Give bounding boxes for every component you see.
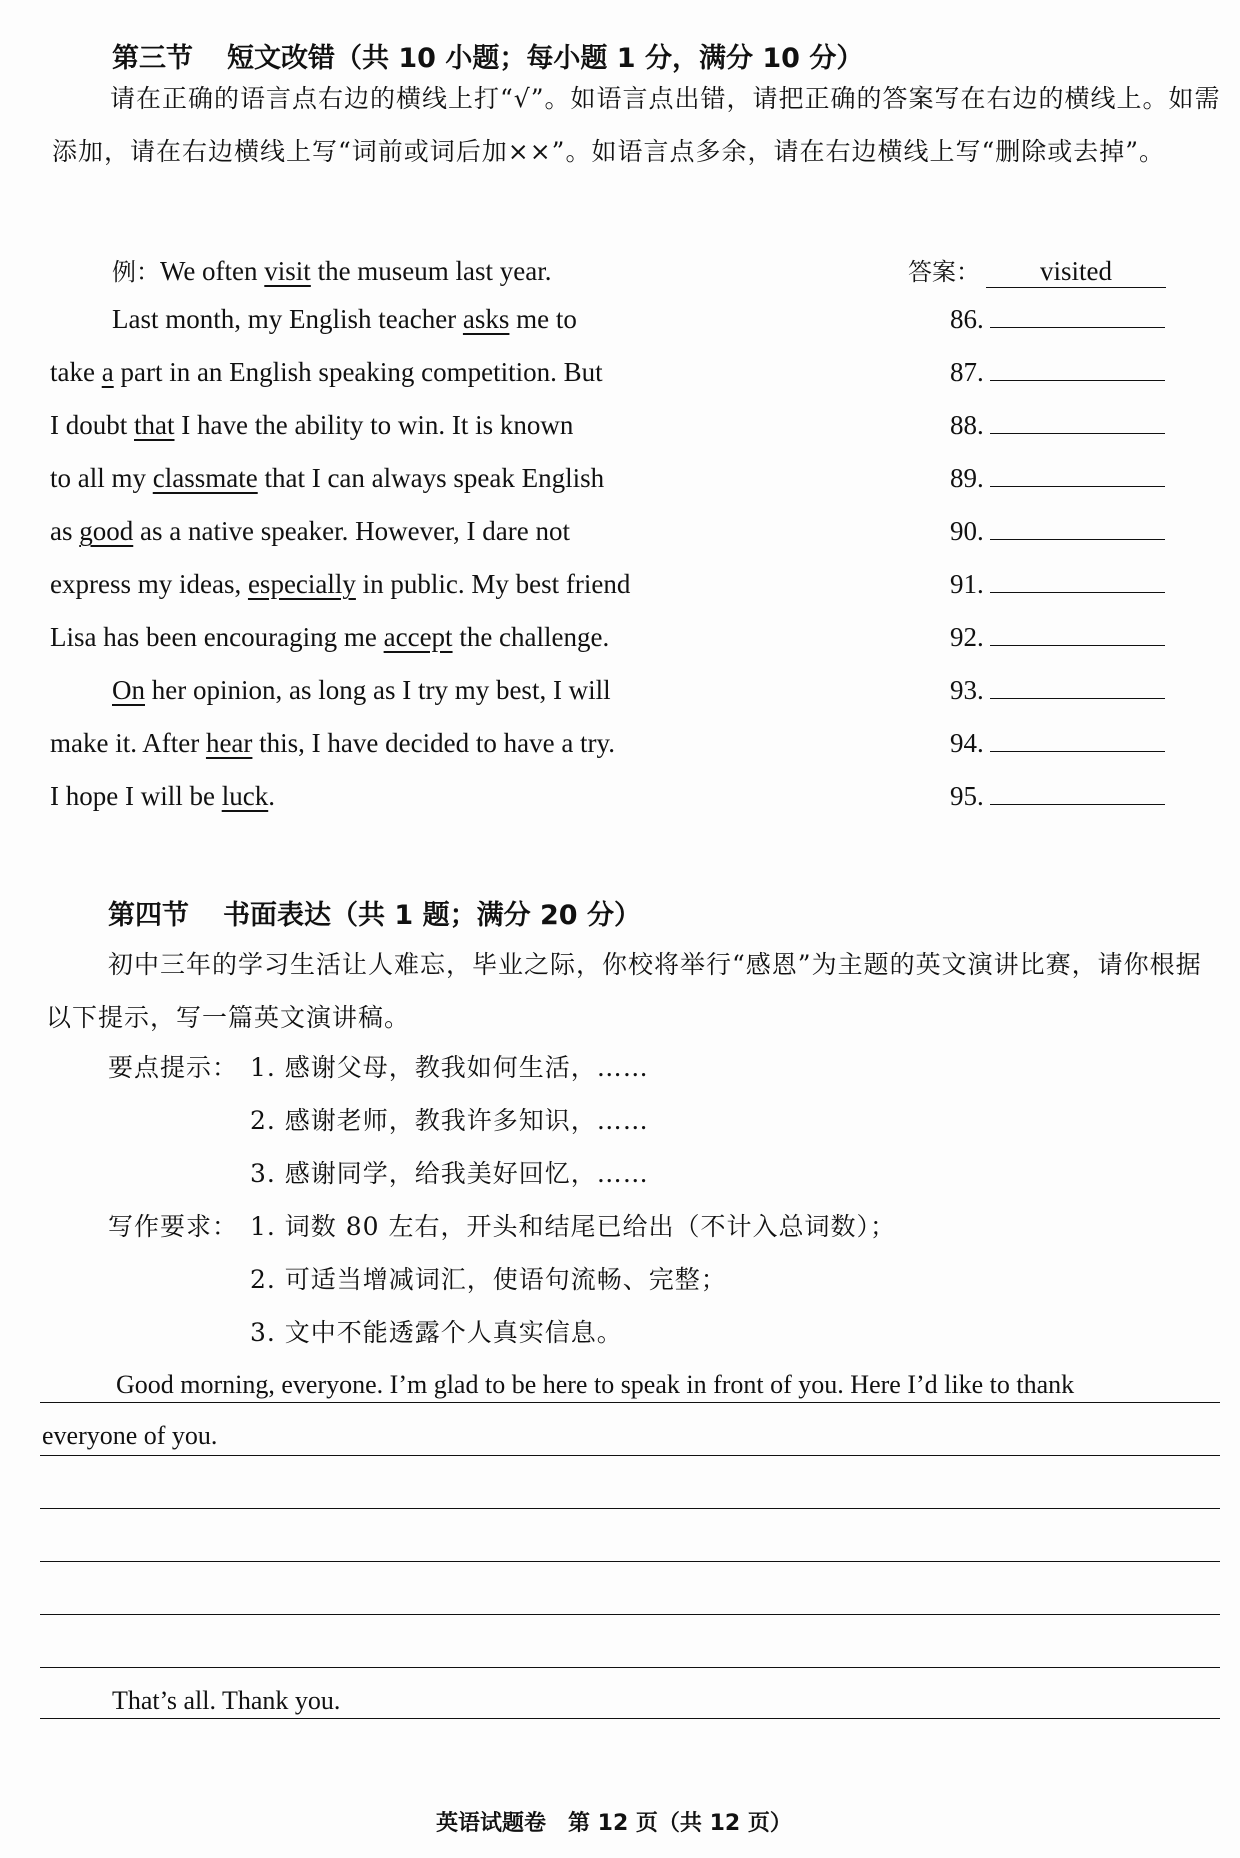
- question-number: 89.: [950, 463, 984, 493]
- passage-text: in public. My best friend: [355, 569, 631, 599]
- passage-text: me to: [509, 304, 577, 334]
- example-before: We often: [160, 256, 265, 286]
- question-number: 94.: [950, 728, 984, 758]
- writing-line[interactable]: [40, 1508, 1220, 1509]
- writing-line[interactable]: [40, 1455, 1220, 1456]
- passage-line: [50, 410, 573, 441]
- passage-text: I have the ability to win. It is known: [174, 410, 574, 440]
- answer-blank[interactable]: [990, 750, 1165, 752]
- passage-text: Lisa has been encouraging me: [50, 622, 384, 652]
- answer-blank[interactable]: [990, 538, 1165, 540]
- answer-slot: [950, 304, 1165, 335]
- writing-line[interactable]: [40, 1667, 1220, 1668]
- passage-error-word: classmate: [152, 463, 258, 493]
- passage-text: I hope I will be: [50, 781, 222, 811]
- question-number: 93.: [950, 675, 984, 705]
- question-number: 95.: [950, 781, 984, 811]
- passage-line: [50, 357, 603, 388]
- passage-error-word: a: [101, 357, 114, 387]
- section4-number: 第四节: [108, 900, 189, 931]
- passage-text: this, I have decided to have a try.: [252, 728, 616, 758]
- answer-slot: [950, 410, 1165, 441]
- requirements-label: 写作要求：: [108, 1212, 239, 1241]
- example-answer-label: 答案：: [908, 258, 980, 286]
- answer-blank[interactable]: [990, 591, 1165, 593]
- passage-text: express my ideas,: [50, 569, 248, 599]
- opening-line-2: everyone of you.: [42, 1421, 218, 1450]
- passage-line: [112, 675, 611, 706]
- writing-line[interactable]: [40, 1561, 1220, 1562]
- passage-line: [50, 569, 630, 600]
- passage-error-word: hear: [205, 728, 253, 758]
- answer-blank[interactable]: [990, 326, 1165, 328]
- passage-line: [50, 463, 604, 494]
- passage-line: [112, 304, 577, 335]
- passage-text: that I can always speak English: [257, 463, 605, 493]
- example-sentence: [112, 252, 552, 287]
- answer-blank[interactable]: [990, 644, 1165, 646]
- passage-error-word: On: [112, 675, 145, 705]
- answer-slot: [950, 622, 1165, 653]
- example-answer: [908, 252, 1166, 288]
- question-number: 87.: [950, 357, 984, 387]
- section4-heading: [108, 893, 641, 932]
- passage-text: I doubt: [50, 410, 134, 440]
- question-number: 86.: [950, 304, 984, 334]
- question-number: 91.: [950, 569, 984, 599]
- example-underlined: visit: [264, 256, 311, 286]
- passage-text: as: [50, 516, 80, 546]
- point-item: 3. 感谢同学，给我美好回忆，……: [250, 1159, 649, 1188]
- answer-slot: [950, 781, 1165, 812]
- answer-blank[interactable]: [990, 697, 1165, 699]
- passage-text: the challenge.: [452, 622, 610, 652]
- passage-error-word: accept: [383, 622, 453, 652]
- passage-error-word: especially: [247, 569, 356, 599]
- passage-line: [50, 781, 275, 812]
- writing-line[interactable]: [40, 1614, 1220, 1615]
- question-number: 88.: [950, 410, 984, 440]
- answer-slot: [950, 728, 1165, 759]
- section3-number: 第三节: [112, 43, 193, 74]
- answer-slot: [950, 516, 1165, 547]
- passage-text: .: [268, 781, 275, 811]
- answer-slot: [950, 569, 1165, 600]
- writing-line: [40, 1402, 1220, 1403]
- answer-slot: [950, 463, 1165, 494]
- closing-line: That’s all. Thank you.: [112, 1686, 341, 1715]
- section4-intro: 初中三年的学习生活让人难忘，毕业之际，你校将举行“感恩”为主题的英文演讲比赛，请你根据以下提示，写一篇英文演讲稿。: [46, 950, 1202, 1032]
- answer-slot: [950, 357, 1165, 388]
- passage-error-word: good: [79, 516, 134, 546]
- answer-slot: [950, 675, 1165, 706]
- requirement-item: 2. 可适当增减词汇，使语句流畅、完整；: [250, 1265, 727, 1294]
- point-item: 1. 感谢父母，教我如何生活，……: [250, 1053, 649, 1082]
- passage-text: to all my: [50, 463, 153, 493]
- passage-text: as a native speaker. However, I dare not: [133, 516, 570, 546]
- writing-line: [40, 1718, 1220, 1719]
- passage-line: [50, 516, 570, 547]
- section3-heading: [112, 36, 863, 75]
- passage-text: make it. After: [50, 728, 206, 758]
- point-item: 2. 感谢老师，教我许多知识，……: [250, 1106, 649, 1135]
- section3-instructions: 请在正确的语言点右边的横线上打“√”。如语言点出错，请把正确的答案写在右边的横线上。如需添加，请在右边横线上写“词前或词后加××”。如语言点多余，请在右边横线上写“删除或去掉”。: [52, 84, 1221, 166]
- passage-line: [50, 622, 609, 653]
- passage-error-word: that: [134, 410, 175, 440]
- passage-line: [50, 728, 615, 759]
- points-label: 要点提示：: [108, 1053, 239, 1082]
- passage-error-word: asks: [462, 304, 510, 334]
- question-number: 90.: [950, 516, 984, 546]
- example-answer-value: visited: [986, 256, 1166, 288]
- example-after: the museum last year.: [310, 256, 552, 286]
- section4-title: 书面表达（共 1 题；满分 20 分）: [223, 900, 641, 931]
- answer-blank[interactable]: [990, 379, 1165, 381]
- section3-title: 短文改错（共 10 小题；每小题 1 分，满分 10 分）: [227, 43, 864, 74]
- answer-blank[interactable]: [990, 803, 1165, 805]
- answer-blank[interactable]: [990, 432, 1165, 434]
- requirement-item: 1. 词数 80 左右，开头和结尾已给出（不计入总词数）；: [250, 1212, 897, 1241]
- passage-text: part in an English speaking competition. But: [113, 357, 603, 387]
- page-footer: 英语试题卷 第 12 页（共 12 页）: [436, 1811, 792, 1836]
- passage-text: Last month, my English teacher: [112, 304, 463, 334]
- opening-line-1: Good morning, everyone. I’m glad to be here to speak in front of you. Here I’d like to thank: [116, 1370, 1075, 1399]
- example-prefix: 例：: [112, 258, 160, 286]
- passage-text: take: [50, 357, 102, 387]
- requirement-item: 3. 文中不能透露个人真实信息。: [250, 1318, 623, 1347]
- question-number: 92.: [950, 622, 984, 652]
- passage-text: her opinion, as long as I try my best, I will: [145, 675, 611, 705]
- answer-blank[interactable]: [990, 485, 1165, 487]
- passage-error-word: luck: [221, 781, 269, 811]
